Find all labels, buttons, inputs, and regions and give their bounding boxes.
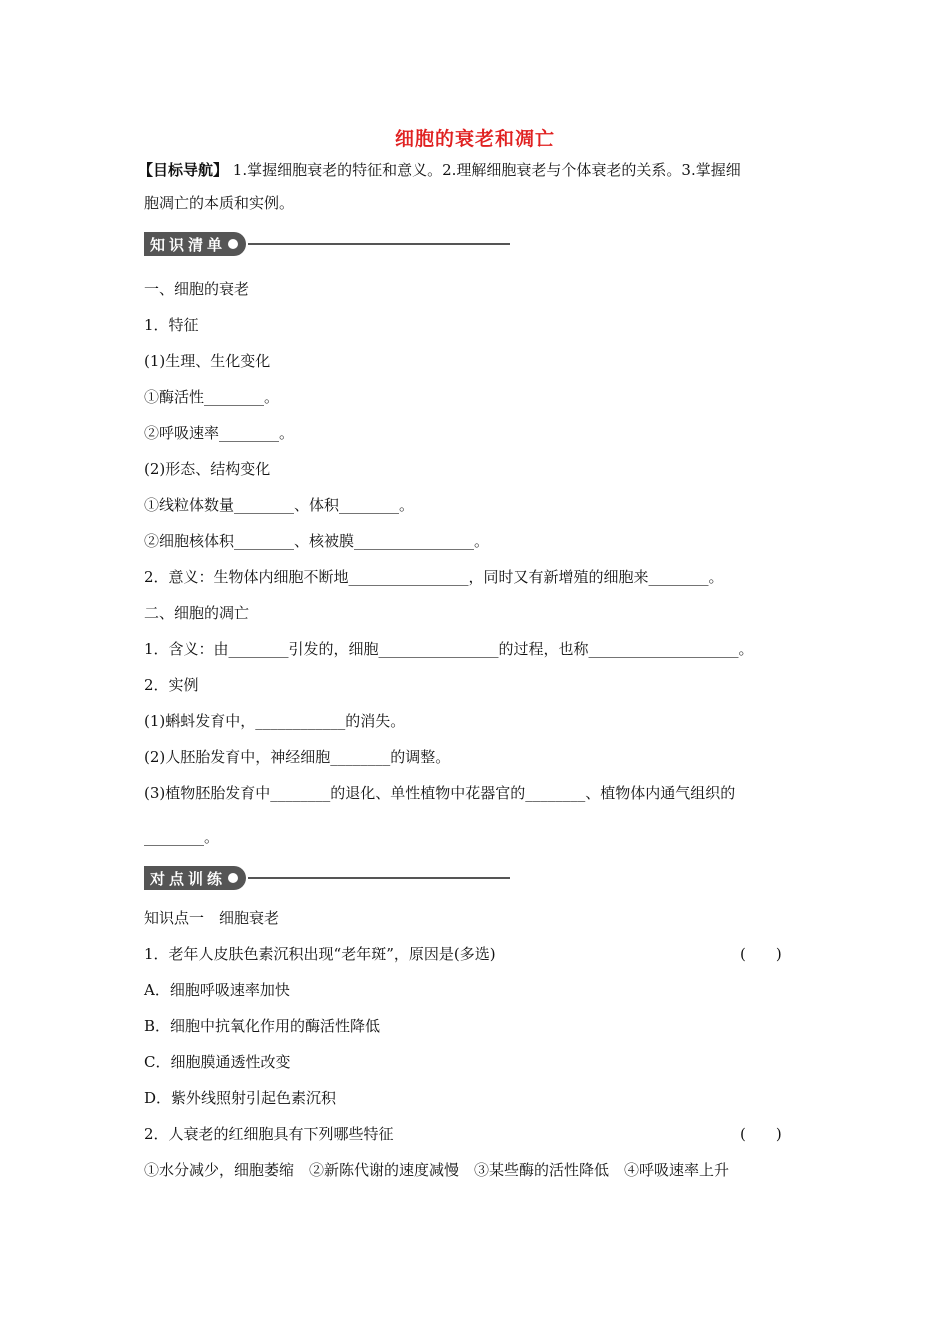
text-line: ________。 [144, 828, 220, 846]
text-line: 一、细胞的衰老 [144, 280, 250, 298]
answer-blank: ( ) [740, 1125, 782, 1143]
bullet-dot-icon [228, 239, 238, 249]
option-c: C．细胞膜通透性改变 [144, 1053, 291, 1071]
text-line: (1)生理、生化变化 [144, 352, 271, 370]
bullet-dot-icon [228, 873, 238, 883]
text-line: (2)形态、结构变化 [144, 460, 271, 478]
section-title: 知识清单 [150, 235, 227, 254]
learning-goals [138, 148, 824, 192]
goal-label: 【目标导航】 [138, 161, 229, 179]
goal-text-continued: 胞凋亡的本质和实例。 [144, 194, 295, 212]
text-line: ①水分减少，细胞萎缩 ②新陈代谢的速度减慢 ③某些酶的活性降低 ④呼吸速率上升 [144, 1161, 730, 1179]
text-line: 2．实例 [144, 676, 199, 694]
section-tag [144, 866, 246, 890]
text-line: 知识点一 细胞衰老 [144, 909, 280, 927]
section-header-training [144, 866, 510, 890]
section-divider [248, 243, 510, 245]
text-line: ①酶活性________。 [144, 388, 280, 406]
text-line: 1．特征 [144, 316, 199, 334]
text-line: 2．意义：生物体内细胞不断地________________，同时又有新增殖的细胞来________。 [144, 568, 724, 586]
goal-text: 1.掌握细胞衰老的特征和意义。2.理解细胞衰老与个体衰老的关系。3.掌握细 [228, 161, 741, 179]
text-line: (1)蝌蚪发育中，____________的消失。 [144, 712, 406, 730]
text-line: 1．含义：由________引发的，细胞________________的过程，也称____________________。 [144, 640, 754, 658]
section-tag [144, 232, 246, 256]
question-2: 2．人衰老的红细胞具有下列哪些特征 [144, 1125, 394, 1143]
option-b: B．细胞中抗氧化作用的酶活性降低 [144, 1017, 381, 1035]
text-line: ①线粒体数量________、体积________。 [144, 496, 415, 514]
section-divider [248, 877, 510, 879]
text-line: (3)植物胚胎发育中________的退化、单性植物中花器官的________、植物体内通气组织的 [144, 784, 736, 802]
page-title: 细胞的衰老和凋亡 [394, 128, 555, 150]
section-title: 对点训练 [150, 869, 227, 888]
option-d: D．紫外线照射引起色素沉积 [144, 1089, 337, 1107]
text-line: 二、细胞的凋亡 [144, 604, 250, 622]
text-line: (2)人胚胎发育中，神经细胞________的调整。 [144, 748, 451, 766]
text-line: ②细胞核体积________、核被膜________________。 [144, 532, 490, 550]
option-a: A．细胞呼吸速率加快 [144, 981, 290, 999]
section-header-knowledge [144, 232, 510, 256]
text-line: ②呼吸速率________。 [144, 424, 295, 442]
question-1: 1．老年人皮肤色素沉积出现“老年斑”，原因是(多选) [144, 945, 496, 963]
answer-blank: ( ) [740, 945, 782, 963]
